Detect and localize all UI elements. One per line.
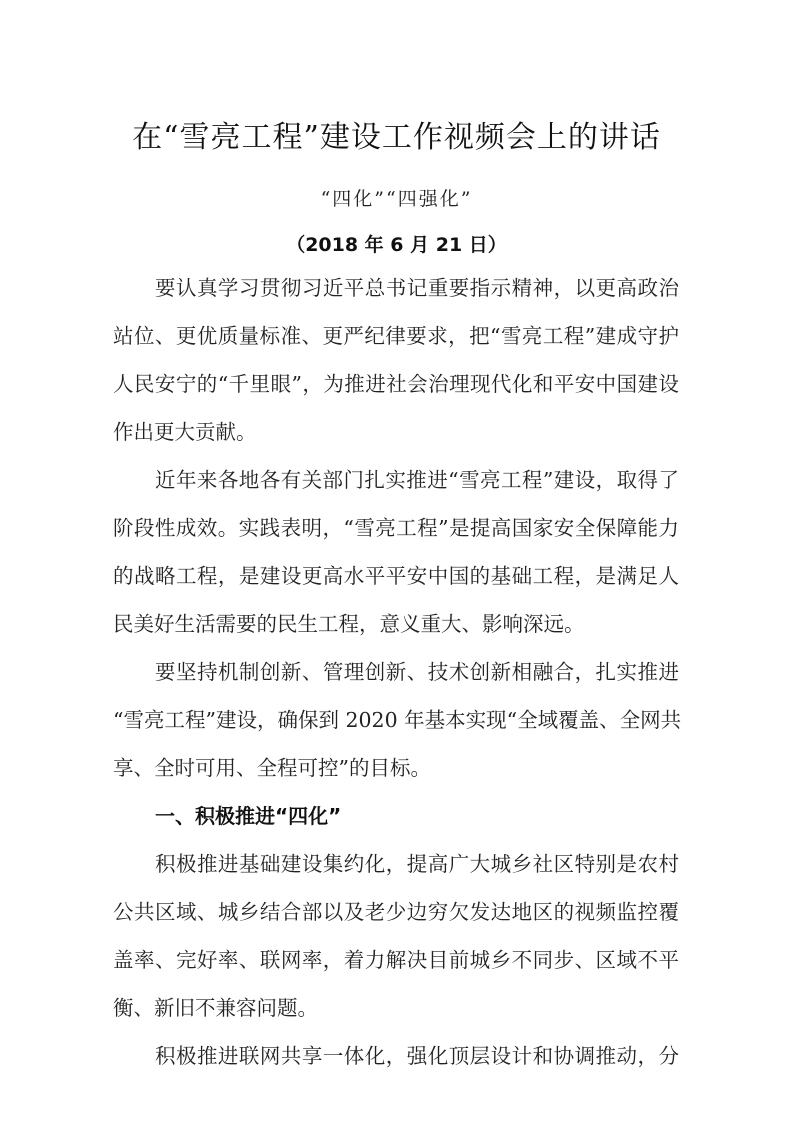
- paragraph-1-line-4: 作出更大贡献。: [113, 420, 257, 444]
- section-paragraph-1-line-2: 公共区域、城乡结合部以及老少边穷欠发达地区的视频监控覆: [113, 900, 679, 924]
- document-date: （2018 年 6 月 21 日）: [286, 234, 507, 256]
- paragraph-1-line-3: 人民安宁的“千里眼”，为推进社会治理现代化和平安中国建设: [113, 372, 679, 396]
- section-paragraph-1-line-1: 积极推进基础建设集约化，提高广大城乡社区特别是农村: [155, 852, 679, 876]
- paragraph-1-line-1: 要认真学习贯彻习近平总书记重要指示精神，以更高政治: [155, 276, 679, 300]
- paragraph-2-line-2: 阶段性成效。实践表明，“雪亮工程”是提高国家安全保障能力: [113, 516, 679, 540]
- paragraph-3-line-2: “雪亮工程”建设，确保到 2020 年基本实现“全域覆盖、全网共: [113, 708, 682, 732]
- section-paragraph-1-line-4: 衡、新旧不兼容问题。: [113, 996, 318, 1020]
- section-paragraph-1-line-3: 盖率、完好率、联网率，着力解决目前城乡不同步、区域不平: [113, 948, 679, 972]
- document-subtitle: “四化”“四强化”: [320, 188, 473, 210]
- paragraph-3-line-1: 要坚持机制创新、管理创新、技术创新相融合，扎实推进: [155, 660, 679, 684]
- section-paragraph-2-line-1: 积极推进联网共享一体化，强化顶层设计和协调推动，分: [155, 1044, 679, 1068]
- section-heading: 一、积极推进“四化”: [155, 804, 342, 828]
- paragraph-1-line-2: 站位、更优质量标准、更严纪律要求，把“雪亮工程”建成守护: [113, 324, 679, 348]
- paragraph-2-line-1: 近年来各地各有关部门扎实推进“雪亮工程”建设，取得了: [155, 468, 679, 492]
- paragraph-2-line-4: 民美好生活需要的民生工程，意义重大、影响深远。: [113, 612, 585, 636]
- document-title: 在“雪亮工程”建设工作视频会上的讲话: [132, 120, 661, 155]
- paragraph-2-line-3: 的战略工程，是建设更高水平平安中国的基础工程，是满足人: [113, 564, 679, 588]
- paragraph-3-line-3: 享、全时可用、全程可控”的目标。: [113, 756, 431, 780]
